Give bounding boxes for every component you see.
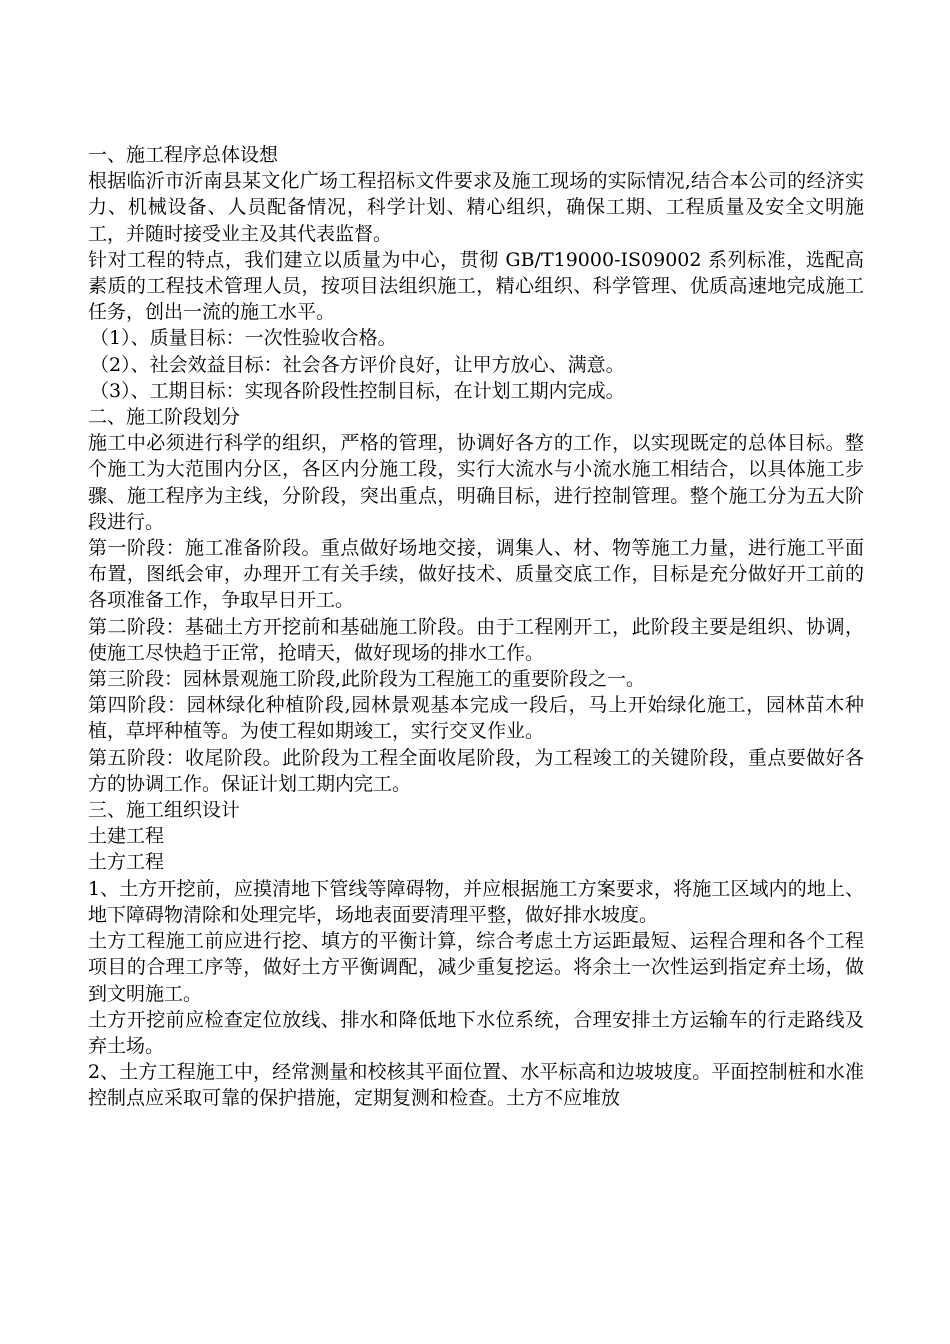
stage-3-paragraph: 第三阶段：园林景观施工阶段,此阶段为工程施工的重要阶段之一。	[88, 668, 646, 691]
section-heading-1: 一、施工程序总体设想	[88, 144, 279, 166]
stage-4-paragraph: 第四阶段：园林绿化种植阶段,园林景观基本完成一段后，马上开始绿化施工，园林苗木种植，草坪种植等。为使工程如期竣工，实行交叉作业。	[88, 694, 864, 743]
document-page	[88, 142, 864, 1112]
stage-1-paragraph: 第一阶段：施工准备阶段。重点做好场地交接，调集人、材、物等施工力量，进行施工平面布置，图纸会审，办理开工有关手续，做好技术、质量交底工作，目标是充分做好开工前的各项准备工作，争取早日开工。	[88, 537, 864, 612]
paragraph: 土方开挖前应检查定位放线、排水和降低地下水位系统，合理安排土方运输车的行走路线及弃土场。	[88, 1008, 864, 1057]
stage-2-paragraph: 第二阶段：基础土方开挖前和基础施工阶段。由于工程刚开工，此阶段主要是组织、协调，使施工尽快趋于正常，抢晴天，做好现场的排水工作。	[88, 615, 864, 664]
section-heading-3: 三、施工组织设计	[88, 799, 241, 822]
paragraph: 1、土方开挖前，应摸清地下管线等障碍物，并应根据施工方案要求，将施工区域内的地上、地下障碍物清除和处理完毕，场地表面要清理平整，做好排水坡度。	[88, 877, 864, 926]
subheading-earthwork: 土方工程	[88, 851, 165, 874]
paragraph: 土方工程施工前应进行挖、填方的平衡计算，综合考虑土方运距最短、运程合理和各个工程项目的合理工序等，做好土方平衡调配，减少重复挖运。将余土一次性运到指定弃土场，做到文明施工。	[88, 930, 864, 1005]
paragraph: 2、土方工程施工中，经常测量和校核其平面位置、水平标高和边坡坡度。平面控制桩和水准控制点应采取可靠的保护措施，定期复测和检查。土方不应堆放	[88, 1061, 864, 1110]
paragraph: 施工中必须进行科学的组织，严格的管理，协调好各方的工作，以实现既定的总体目标。整个施工为大范围内分区，各区内分施工段，实行大流水与小流水施工相结合，以具体施工步骤、施工程序为主线，分阶段，突出重点，明确目标，进行控制管理。整个施工分为五大阶段进行。	[88, 432, 864, 533]
section-heading-2: 二、施工阶段划分	[88, 406, 241, 429]
subheading-civil-works: 土建工程	[88, 825, 165, 848]
goal-item-social: （2）、社会效益目标：社会各方评价良好，让甲方放心、满意。	[90, 353, 625, 376]
paragraph: 根据临沂市沂南县某文化广场工程招标文件要求及施工现场的实际情况,结合本公司的经济实力、机械设备、人员配备情况，科学计划、精心组织，确保工期、工程质量及安全文明施工，并随时接受业主及其代表监督。	[88, 170, 864, 245]
goal-item-schedule: （3）、工期目标：实现各阶段性控制目标，在计划工期内完成。	[90, 379, 625, 402]
goal-item-quality: （1）、质量目标：一次性验收合格。	[90, 327, 397, 350]
stage-5-paragraph: 第五阶段：收尾阶段。此阶段为工程全面收尾阶段，为工程竣工的关键阶段，重点要做好各方的协调工作。保证计划工期内完工。	[88, 746, 864, 795]
paragraph: 针对工程的特点，我们建立以质量为中心，贯彻 GB/T19000-IS09002 系列标准，选配高素质的工程技术管理人员，按项目法组织施工，精心组织、科学管理、优质高速地完成施工任务，创出一流的施工水平。	[88, 248, 864, 324]
